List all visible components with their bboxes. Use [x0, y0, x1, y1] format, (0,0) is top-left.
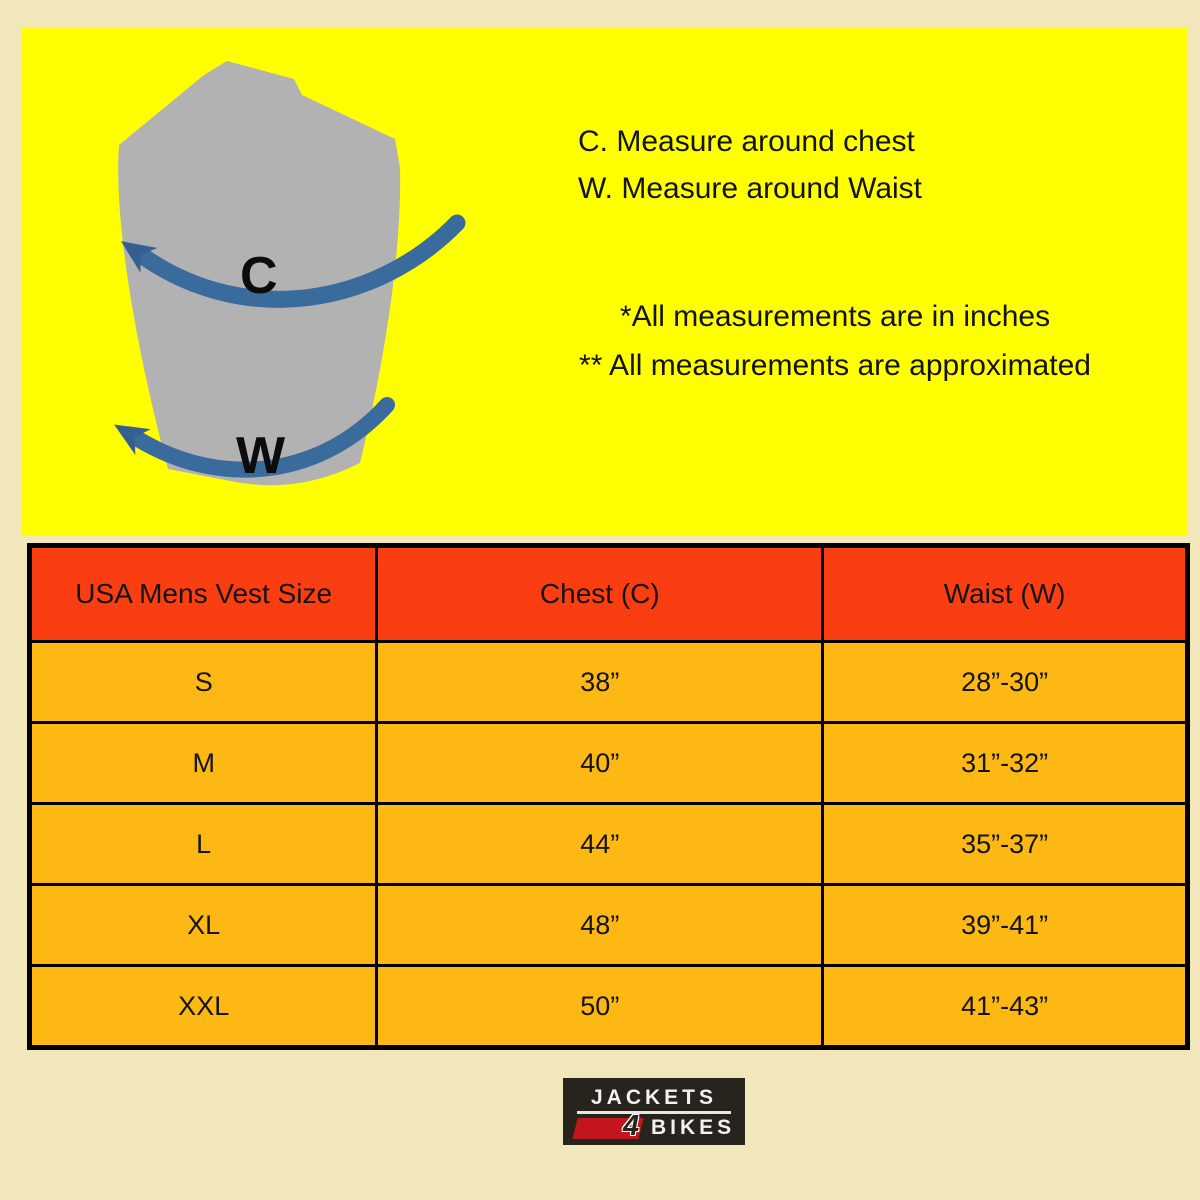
chest-cell: 40”: [377, 723, 823, 804]
note-approximated: ** All measurements are approximated: [579, 349, 1091, 382]
table-row: [30, 885, 1188, 966]
table-row: [30, 804, 1188, 885]
size-cell: XXL: [30, 966, 377, 1048]
table-row: [30, 966, 1188, 1048]
chest-cell: 44”: [377, 804, 823, 885]
size-cell: L: [30, 804, 377, 885]
size-table: [27, 543, 1190, 1050]
waist-label: W: [236, 427, 286, 485]
column-header-chest: Chest (C): [377, 546, 823, 642]
logo-number-4: 4: [623, 1110, 640, 1142]
table-row: [30, 642, 1188, 723]
vest-illustration: [72, 33, 472, 503]
waist-cell: 35”-37”: [823, 804, 1188, 885]
logo-jackets-text: JACKETS: [577, 1086, 731, 1114]
waist-instruction: W. Measure around Waist: [578, 172, 923, 205]
chest-cell: 48”: [377, 885, 823, 966]
waist-cell: 39”-41”: [823, 885, 1188, 966]
info-panel: [22, 28, 1188, 535]
measure-instructions: [578, 118, 922, 212]
chest-label: C: [240, 247, 278, 305]
size-cell: M: [30, 723, 377, 804]
table-header-row: [30, 546, 1188, 642]
waist-cell: 41”-43”: [823, 966, 1188, 1048]
size-cell: XL: [30, 885, 377, 966]
logo-bottom-row: [563, 1110, 745, 1144]
chest-instruction: C. Measure around chest: [578, 125, 915, 158]
column-header-size: USA Mens Vest Size: [30, 546, 377, 642]
measurement-notes: [500, 292, 1170, 390]
note-inches: *All measurements are in inches: [619, 300, 1051, 333]
waist-cell: 31”-32”: [823, 723, 1188, 804]
chest-cell: 38”: [377, 642, 823, 723]
logo-bikes-text: BIKES: [651, 1116, 736, 1139]
size-cell: S: [30, 642, 377, 723]
chest-cell: 50”: [377, 966, 823, 1048]
column-header-waist: Waist (W): [823, 546, 1188, 642]
table-row: [30, 723, 1188, 804]
brand-logo: [563, 1078, 745, 1145]
waist-cell: 28”-30”: [823, 642, 1188, 723]
